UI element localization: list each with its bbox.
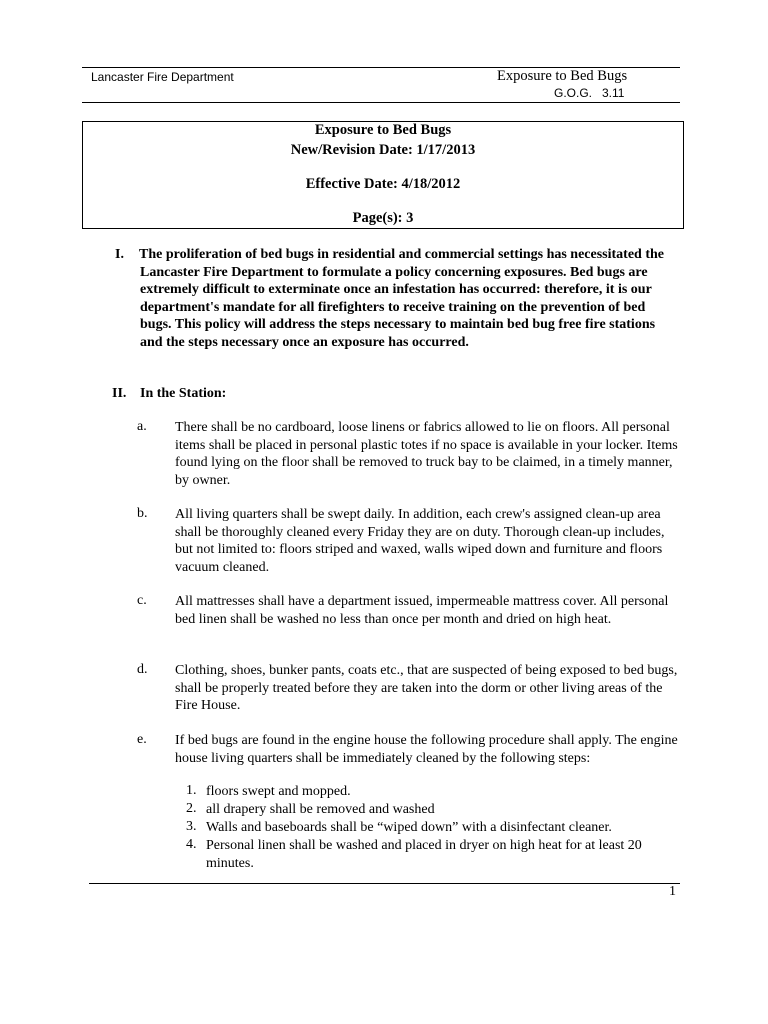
header-title: Exposure to Bed Bugs [497, 68, 628, 84]
item-c-label: c. [137, 593, 147, 608]
step-4-number: 4. [186, 837, 197, 852]
item-b-label: b. [137, 506, 148, 521]
box-pages: Page(s): 3 [352, 210, 414, 226]
item-d-text: Clothing, shoes, bunker pants, coats etc., that are suspected of being exposed to bed bugs, shall be properly treated before they are taken into the dorm or other living areas of the Fire House. [175, 663, 678, 714]
item-d-label: d. [137, 662, 148, 677]
step-2-text: all drapery shall be removed and washed [206, 802, 435, 817]
section-2-heading: In the Station: [140, 386, 227, 401]
step-3-number: 3. [186, 819, 197, 834]
header-org: Lancaster Fire Department [91, 70, 234, 84]
item-a-label: a. [137, 419, 147, 434]
header-gog: G.O.G. 3.11 [554, 86, 625, 100]
section-1-paragraph: The proliferation of bed bugs in residential and commercial settings has necessitated the Lancaster Fire Department to formulate a policy concerning exposures. Bed bugs are extremely difficult to exterminate once an infestation has occurred: therefore, it is our department's mandate for all firefighters to receive training on the prevention of bed bugs. This policy will address the steps necessary to maintain bed bug free fire stations and the steps necessary once an exposure has occurred. [139, 247, 664, 350]
section-1-label: I. [115, 247, 124, 262]
title-box [82, 121, 684, 229]
step-1-number: 1. [186, 783, 197, 798]
item-b-text: All living quarters shall be swept daily. In addition, each crew's assigned clean-up area shall be thoroughly cleaned every Friday they are on duty. Thorough clean-up includes, but not limited to: floors striped and waxed, walls wiped down and furniture and floors vacuum cleaned. [175, 507, 665, 575]
step-4-text: Personal linen shall be washed and placed in dryer on high heat for at least 20 minutes. [206, 838, 642, 871]
step-3-text: Walls and baseboards shall be “wiped down” with a disinfectant cleaner. [206, 820, 612, 835]
item-e-label: e. [137, 732, 147, 747]
footer-rule [89, 883, 680, 884]
item-c-text: All mattresses shall have a department issued, impermeable mattress cover. All personal bed linen shall be washed no less than once per month and dried on high heat. [175, 594, 669, 627]
box-effective-date: Effective Date: 4/18/2012 [305, 176, 461, 192]
box-revision-date: New/Revision Date: 1/17/2013 [290, 142, 476, 158]
header-bottom-rule [82, 102, 680, 103]
step-2-number: 2. [186, 801, 197, 816]
step-1-text: floors swept and mopped. [206, 784, 351, 799]
box-title: Exposure to Bed Bugs [314, 122, 452, 138]
item-e-text: If bed bugs are found in the engine house the following procedure shall apply. The engine house living quarters shall be immediately cleaned by the following steps: [175, 733, 678, 766]
section-1-text [140, 246, 680, 352]
item-a-text: There shall be no cardboard, loose linens or fabrics allowed to lie on floors. All personal items shall be placed in personal plastic totes if no space is available in your locker. Items found lying on the floor shall be removed to truck bay to be claimed, in a timely manner, by owner. [175, 420, 678, 488]
section-2-label: II. [112, 386, 127, 401]
page-number: 1 [669, 884, 676, 899]
